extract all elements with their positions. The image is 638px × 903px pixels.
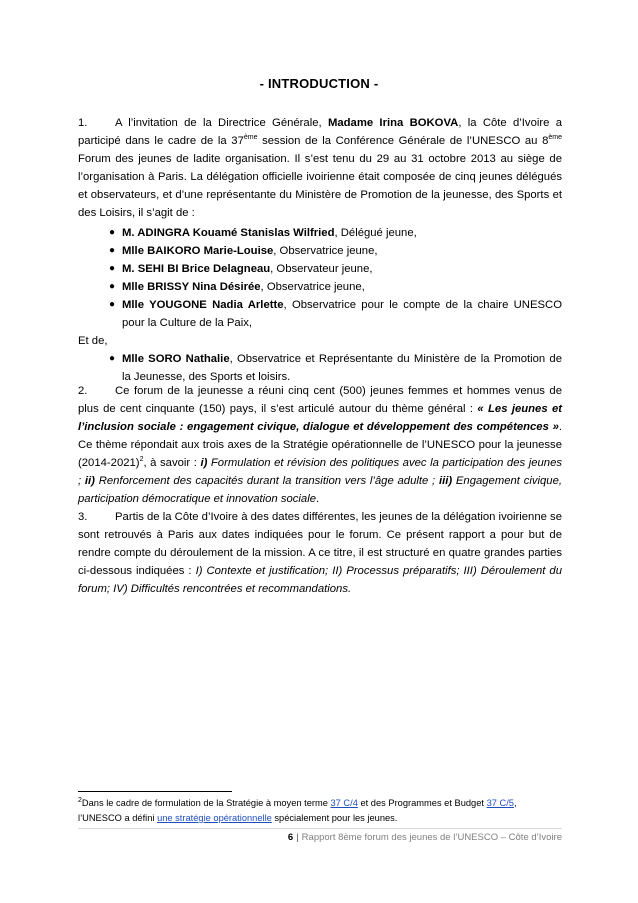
representative-role: , Observatrice et Représentante du Ministère de la Promotion de la Jeunesse, des Sports et loisirs. (122, 353, 562, 383)
footnote-ref: 2 (139, 456, 144, 464)
forum-theme: « Les jeunes et l’inclusion sociale : engagement civique, dialogue et développement des compétences » (78, 403, 563, 433)
report-parts: I) Contexte et justification; II) Processus préparatifs; III) Déroulement du forum; IV) Difficultés rencontrées et recommandations. (78, 565, 562, 595)
footer-rule (78, 828, 562, 829)
delegate-role: , Observatrice jeune, (260, 281, 365, 293)
list-item (78, 350, 562, 386)
bullet-icon: ● (109, 299, 116, 310)
footnote (78, 796, 562, 826)
bullet-icon: ● (109, 281, 116, 292)
superscript: ème (548, 134, 562, 142)
et-de-label: Et de, (78, 335, 108, 347)
text: , la Côte d’Ivoire a participé dans le cadre de la 37 (78, 117, 562, 147)
text: Forum des jeunes de ladite organisation. Il s’est tenu du 29 au 31 octobre 2013 au siège de l’organisation à Paris. La délégation officielle ivoirienne était composée de cinq jeunes délégués et observateurs, et d’une représentante du Ministère de Promotion de la jeunesse, des Sports et des Loisirs, il s’agit de : (78, 153, 562, 219)
link-operational-strategy[interactable]: une stratégie opérationnelle (157, 813, 272, 823)
delegate-name: Mlle BRISSY Nina Désirée (122, 281, 261, 293)
delegate-role: , Délégué jeune, (334, 227, 417, 239)
footnote-number: 2 (78, 796, 82, 804)
text: . (316, 493, 320, 505)
delegate-name: M. ADINGRA Kouamé Stanislas Wilfried (122, 227, 335, 239)
delegate-name: Mlle YOUGONE Nadia Arlette (122, 299, 284, 311)
axis-number: iii) (438, 475, 453, 487)
axis-text: Formulation et révision des politiques avec la participation des jeunes ; (78, 457, 563, 487)
paragraph-number: 1. (78, 117, 88, 129)
delegate-role: , Observateur jeune, (270, 263, 373, 275)
text: spécialement pour les jeunes. (271, 813, 398, 823)
list-item (78, 242, 562, 260)
delegate-role: , Observatrice jeune, (273, 245, 378, 257)
paragraph-number: 3. (78, 511, 88, 523)
superscript: ème (243, 134, 258, 142)
list-item (78, 224, 562, 242)
footnote-separator (78, 791, 232, 792)
link-37-c5[interactable]: 37 C/5 (486, 798, 514, 808)
paragraph-number: 2. (78, 385, 88, 397)
paragraph-2 (78, 382, 562, 508)
list-item (78, 278, 562, 296)
axis-text: Engagement civique, participation démocratique et innovation sociale (78, 475, 562, 505)
text: Dans le cadre de formulation de la Stratégie à moyen terme (81, 798, 331, 808)
footer-separator: | (296, 832, 299, 843)
text: . Ce thème répondait aux trois axes de la Stratégie opérationnelle de l’UNESCO pour la jeunesse (2014-2021) (78, 421, 562, 469)
delegate-role: , Observatrice pour le compte de la chaire UNESCO pour la Culture de la Paix, (122, 299, 562, 329)
text: et des Programmes et Budget (357, 798, 487, 808)
text: , à savoir : (143, 457, 201, 469)
text: Ce forum de la jeunesse a réuni cinq cent (500) jeunes femmes et hommes venus de plus de cent cinquante (150) pays, il s’est articulé autour du thème général : (78, 385, 562, 415)
text: A l’invitation de la Directrice Générale, (115, 117, 328, 129)
list-item (78, 296, 562, 332)
bullet-icon: ● (109, 353, 116, 364)
text: Partis de la Côte d’Ivoire à des dates différentes, les jeunes de la délégation ivoirienne se sont retrouvés à Paris aux dates indiquées pour le forum. Ce présent rapport a pour but de rendre compte du déroulement de la mission. A ce titre, il est structuré en quatre grandes parties ci-dessous indiquées : (78, 511, 562, 577)
bullet-icon: ● (109, 263, 116, 274)
axis-number: ii) (84, 475, 95, 487)
axis-number: i) (200, 457, 208, 469)
delegate-list (78, 224, 562, 386)
delegate-name: M. SEHI BI Brice Delagneau (122, 263, 271, 275)
bullet-icon: ● (109, 245, 116, 256)
text: session de la Conférence Générale de l’UNESCO au 8 (257, 135, 549, 147)
page-footer (288, 832, 562, 843)
report-title: Rapport 8ème forum des jeunes de l’UNESCO – Côte d’Ivoire (301, 832, 562, 843)
delegate-name: Mlle BAIKORO Marie-Louise (122, 245, 274, 257)
axis-text: Renforcement des capacités durant la transition vers l’âge adulte ; (94, 475, 439, 487)
paragraph-1 (78, 114, 562, 222)
link-37-c4[interactable]: 37 C/4 (330, 798, 358, 808)
paragraph-3 (78, 508, 562, 598)
list-item (78, 260, 562, 278)
text: , l’UNESCO a défini (78, 798, 517, 823)
director-name: Madame Irina BOKOVA (327, 117, 459, 129)
bullet-icon: ● (109, 227, 116, 238)
page-number: 6 (287, 832, 294, 843)
representative-name: Mlle SORO Nathalie (122, 353, 230, 365)
section-title: - INTRODUCTION - (259, 76, 379, 91)
